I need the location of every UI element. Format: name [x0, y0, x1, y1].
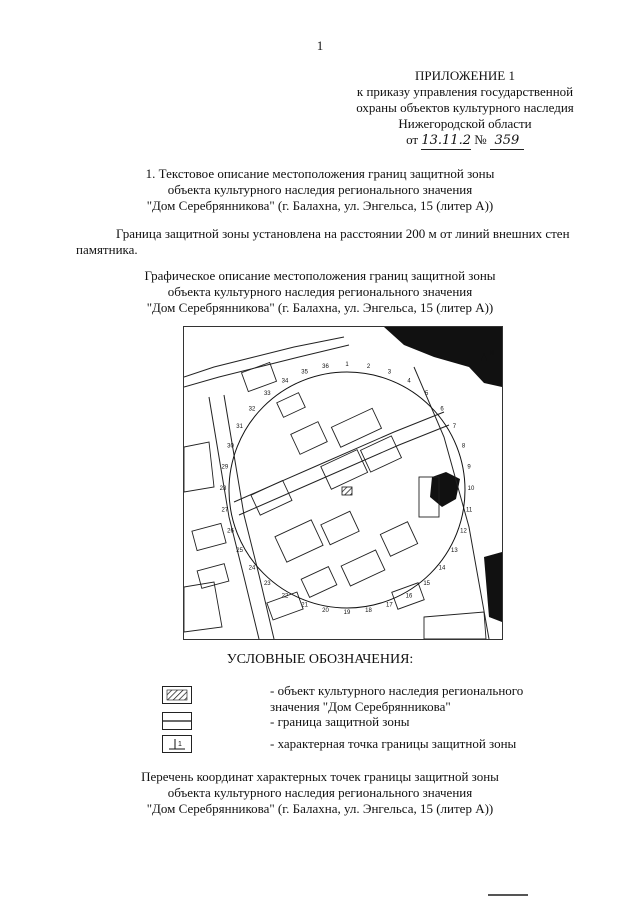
boundary-point-label: 24: [248, 565, 256, 572]
boundary-point-label: 1: [345, 362, 349, 368]
boundary-point-label: 34: [281, 378, 289, 385]
boundary-point-label: 23: [263, 581, 271, 587]
handwritten-number: 359: [490, 133, 524, 150]
legend-swatch-monument: [162, 686, 192, 704]
appendix-title: ПРИЛОЖЕНИЕ 1: [415, 68, 515, 83]
boundary-point-label: 21: [301, 602, 308, 609]
north-label: N: [489, 350, 495, 357]
scan-mark: [488, 894, 528, 896]
boundary-point-label: 4: [407, 378, 411, 385]
legend-item-monument: [270, 683, 550, 715]
road: [209, 397, 259, 639]
legend-item-1-line-1: - объект культурного наследия регионального: [270, 683, 524, 698]
boundary-point-label: 31: [236, 424, 243, 430]
boundary-point-label: 15: [423, 581, 431, 587]
boundary-point-label: 36: [322, 363, 329, 370]
road: [239, 425, 449, 515]
boundary-point-label: 32: [248, 406, 256, 413]
boundary-point-label: 26: [227, 528, 234, 535]
boundary-point-label: 9: [467, 464, 471, 471]
list-line-3: "Дом Серебрянникова" (г. Балахна, ул. Энгельса, 15 (литер А)): [146, 801, 494, 816]
cadastral-map: [183, 326, 503, 640]
boundary-point-label: 13: [451, 548, 458, 554]
map-svg: [184, 327, 502, 639]
graphic-line-2: объекта культурного наследия регионального значения: [167, 284, 473, 299]
appendix-line-3: Нижегородской области: [398, 116, 532, 131]
boundary-point-label: 28: [219, 486, 227, 492]
coordinates-list-heading: [110, 769, 530, 817]
appendix-line-2: охраны объектов культурного наследия: [356, 100, 574, 115]
appendix-date-line: [330, 132, 600, 150]
appendix-header: [330, 68, 600, 150]
boundary-point-label: 11: [465, 507, 473, 514]
list-line-2: объекта культурного наследия регионального значения: [167, 785, 473, 800]
boundary-point-label: 5: [425, 391, 429, 397]
graphic-heading: [110, 268, 530, 316]
date-prefix: от: [406, 132, 419, 147]
boundary-point-label: 27: [221, 507, 229, 514]
boundary-point-label: 35: [301, 369, 308, 376]
boundary-point-label: 3: [387, 369, 392, 376]
boundary-point-label: 10: [467, 486, 475, 492]
legend-item-boundary: - граница защитной зоны: [270, 714, 410, 729]
page-number: 1: [316, 38, 324, 53]
number-prefix: №: [474, 132, 487, 147]
boundary-point-label: 30: [227, 443, 234, 450]
paragraph-line-2: памятника.: [76, 242, 138, 257]
section-1-heading: [110, 166, 530, 214]
legend-item-1-line-2: значения "Дом Серебрянникова": [270, 699, 451, 714]
hatch-swatch-icon: [163, 687, 191, 703]
boundary-paragraph: [76, 226, 596, 258]
legend-title: УСЛОВНЫЕ ОБОЗНАЧЕНИЯ:: [226, 652, 414, 667]
boundary-point-label: 29: [221, 464, 229, 471]
boundary-line-icon: [163, 713, 191, 729]
appendix-line-1: к приказу управления государственной: [356, 84, 574, 99]
boundary-point-label: 22: [281, 593, 289, 600]
boundary-point-label: 18: [365, 608, 372, 615]
boundary-point-label: 12: [460, 528, 467, 535]
list-line-1: Перечень координат характерных точек границы защитной зоны: [141, 769, 499, 784]
handwritten-date: 13.11.2: [421, 133, 471, 148]
boundary-point-label: 19: [343, 610, 351, 616]
boundary-point-label: 16: [405, 593, 413, 600]
legend-swatch-point: [162, 735, 192, 753]
road: [184, 337, 344, 377]
paragraph-line-1: Граница защитной зоны установлена на расстоянии 200 м от линий внешних стен: [116, 226, 570, 241]
legend-item-point: - характерная точка границы защитной зоны: [270, 736, 517, 751]
monument-object: [342, 487, 352, 495]
boundary-point-icon: [163, 736, 191, 752]
boundary-point-label: 20: [322, 608, 329, 615]
tree-mass-bottom-right: [484, 552, 502, 622]
boundary-point-label: 6: [440, 406, 444, 413]
section-1-line-1: 1. Текстовое описание местоположения границ защитной зоны: [145, 166, 495, 181]
boundary-point-label: 2: [366, 363, 371, 370]
point-sample-label: 1: [178, 741, 182, 748]
section-1-line-2: объекта культурного наследия регионального значения: [167, 182, 473, 197]
boundary-point-label: 14: [438, 565, 446, 572]
boundary-point-label: 25: [236, 548, 243, 554]
section-1-line-3: "Дом Серебрянникова" (г. Балахна, ул. Энгельса, 15 (литер А)): [146, 198, 494, 213]
boundary-point-label: 33: [263, 391, 271, 397]
graphic-line-1: Графическое описание местоположения границ защитной зоны: [144, 268, 496, 283]
legend-swatch-boundary: [162, 712, 192, 730]
boundary-point-label: 17: [386, 602, 393, 609]
road: [414, 367, 489, 639]
graphic-line-3: "Дом Серебрянникова" (г. Балахна, ул. Энгельса, 15 (литер А)): [146, 300, 494, 315]
boundary-point-label: 8: [461, 443, 466, 450]
boundary-point-label: 7: [452, 424, 457, 430]
